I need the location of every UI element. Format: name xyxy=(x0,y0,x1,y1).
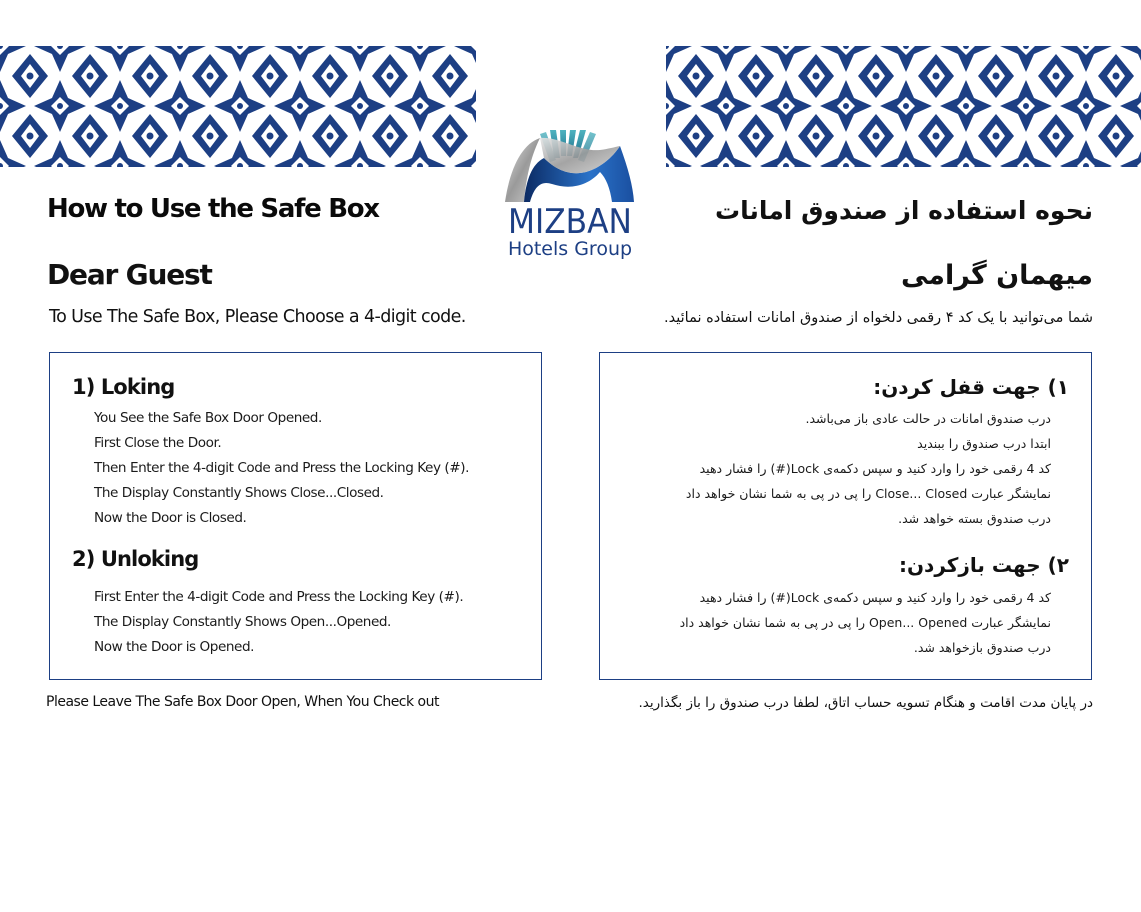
locking-step: You See the Safe Box Door Opened. xyxy=(94,410,322,426)
persian-locking-heading: ۱) جهت قفل کردن: xyxy=(873,375,1069,399)
persian-footer-note: در پایان مدت اقامت و هنگام تسویه حساب اتاق، لطفا درب صندوق را باز بگذارید. xyxy=(638,695,1093,711)
unlocking-step: First Enter the 4-digit Code and Press the Locking Key (#). xyxy=(94,589,464,605)
locking-heading: 1) Loking xyxy=(72,375,175,399)
tile-pattern-icon xyxy=(0,46,476,167)
english-footer-note: Please Leave The Safe Box Door Open, When You Check out xyxy=(46,694,439,710)
locking-step: First Close the Door. xyxy=(94,435,222,451)
mizban-logo xyxy=(500,128,640,268)
persian-unlocking-step: درب صندوق بازخواهد شد. xyxy=(913,640,1051,655)
english-title: How to Use the Safe Box xyxy=(47,194,379,224)
logo-emblem-icon xyxy=(500,128,640,208)
english-intro: To Use The Safe Box, Please Choose a 4-digit code. xyxy=(49,307,466,327)
persian-locking-step: کد 4 رقمی خود را وارد کنید و سپس دکمه‌ی Lock(#) را فشار دهید xyxy=(699,461,1051,476)
english-instructions-box xyxy=(49,352,542,680)
locking-step: Now the Door is Closed. xyxy=(94,510,247,526)
persian-unlocking-step: کد 4 رقمی خود را وارد کنید و سپس دکمه‌ی Lock(#) را فشار دهید xyxy=(699,590,1051,605)
locking-step: The Display Constantly Shows Close...Closed. xyxy=(94,485,384,501)
decorative-pattern-right xyxy=(666,46,1141,167)
persian-instructions-box xyxy=(599,352,1092,680)
tile-pattern-icon xyxy=(666,46,1141,167)
persian-intro: شما می‌توانید با یک کد ۴ رقمی دلخواه از صندوق امانات استفاده نمائید. xyxy=(664,310,1093,326)
locking-step: Then Enter the 4-digit Code and Press the Locking Key (#). xyxy=(94,460,469,476)
unlocking-step: The Display Constantly Shows Open...Opened. xyxy=(94,614,391,630)
persian-locking-step: نمایشگر عبارت Close... Closed را پی در پی به شما نشان خواهد داد xyxy=(685,486,1051,501)
persian-greeting: میهمان گرامی xyxy=(900,260,1093,291)
decorative-pattern-left xyxy=(0,46,476,167)
persian-locking-step: درب صندوق بسته خواهد شد. xyxy=(898,511,1051,526)
persian-locking-step: درب صندوق امانات در حالت عادی باز می‌باشد. xyxy=(805,411,1051,426)
persian-locking-step: ابتدا درب صندوق را ببندید xyxy=(917,436,1051,451)
persian-title: نحوه استفاده از صندوق امانات xyxy=(715,196,1093,225)
persian-unlocking-step: نمایشگر عبارت Open... Opened را پی در پی به شما نشان خواهد داد xyxy=(679,615,1051,630)
logo-name: MIZBAN xyxy=(508,202,632,242)
unlocking-heading: 2) Unloking xyxy=(72,547,199,571)
persian-unlocking-heading: ۲) جهت بازکردن: xyxy=(898,553,1069,577)
english-greeting: Dear Guest xyxy=(47,258,212,291)
unlocking-step: Now the Door is Opened. xyxy=(94,639,255,655)
logo-subtitle: Hotels Group xyxy=(507,238,633,260)
